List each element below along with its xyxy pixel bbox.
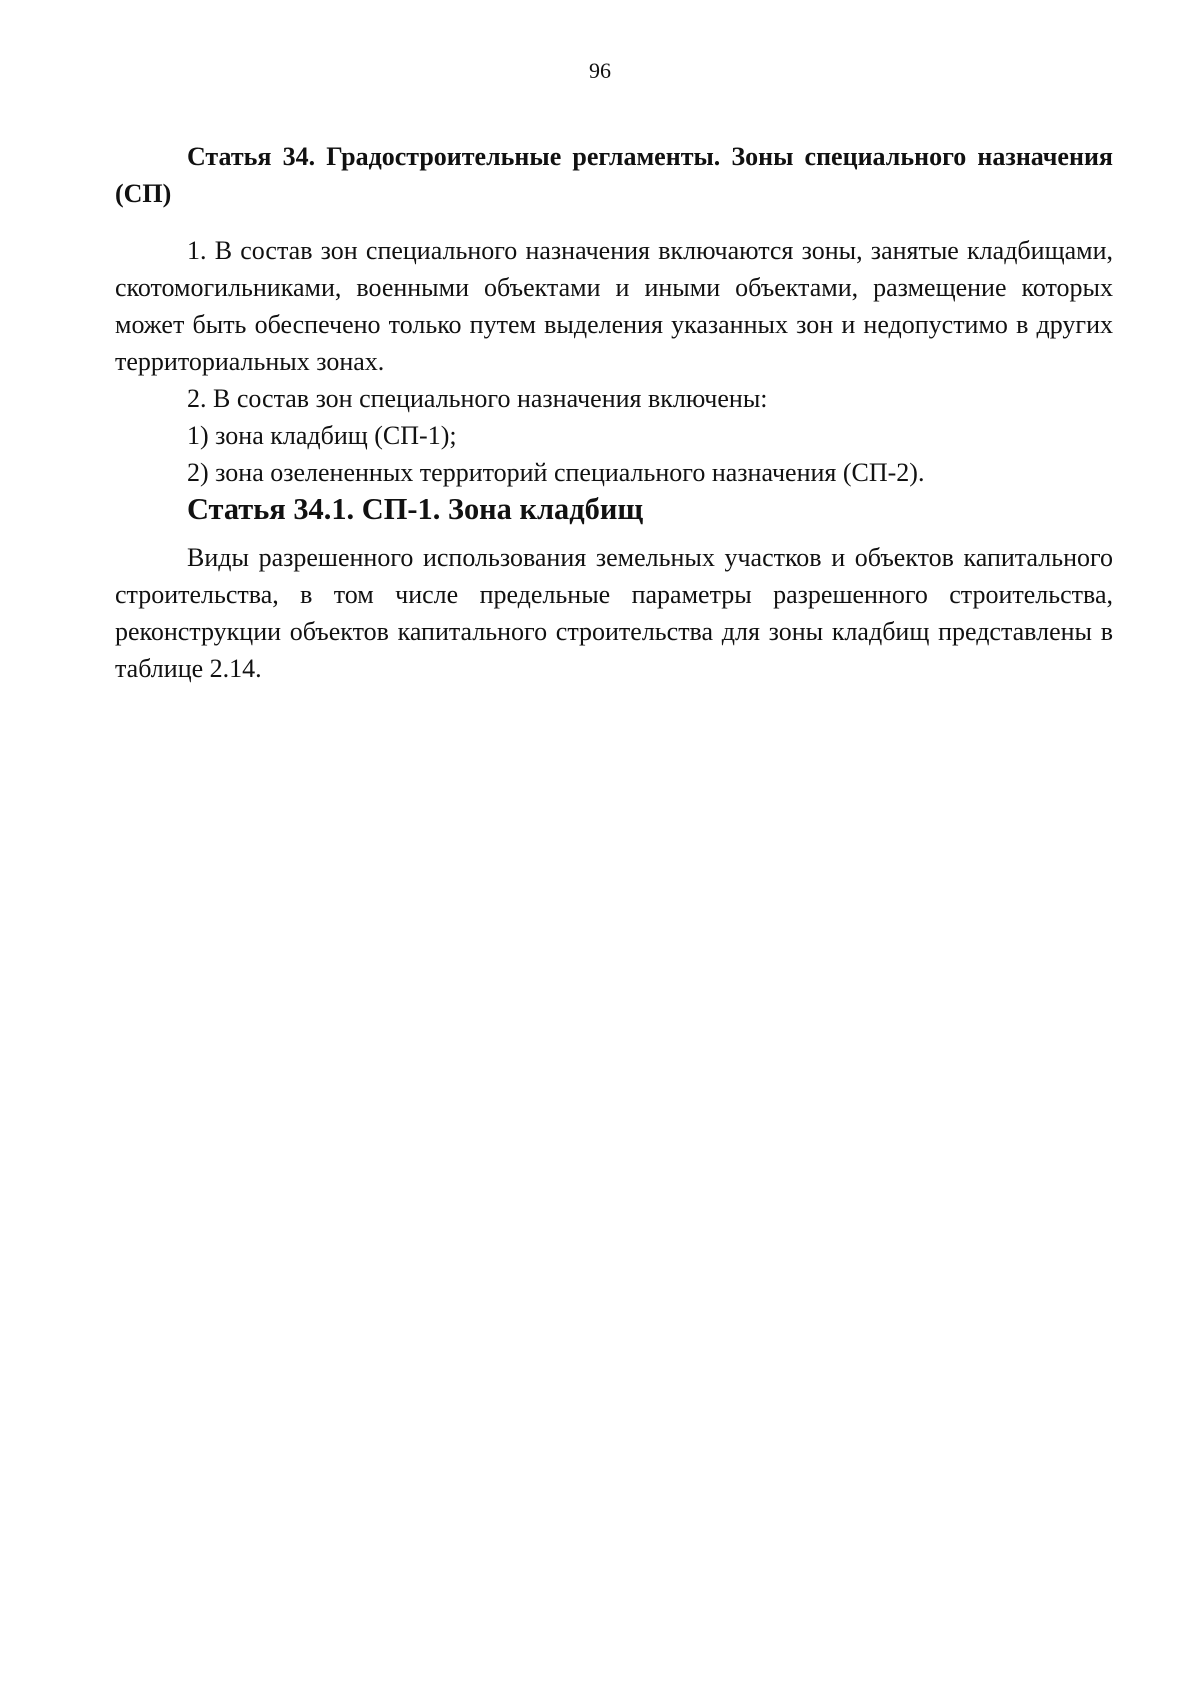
article-34-paragraph-1: 1. В состав зон специального назначения включаются зоны, занятые кладбищами, скотомогильниками, военными объектами и иными объектами, размещение которых может быть обеспечено только путем выделения указанных зон и недопустимо в других территориальных зонах. (115, 236, 1113, 376)
article-34-heading: Статья 34. Градостроительные регламенты. Зоны специального назначения (СП) (115, 142, 1113, 208)
article-34-1-paragraph: Виды разрешенного использования земельных участков и объектов капитального строительства, в том числе предельные параметры разрешенного строительства, реконструкции объектов капитального строительства для зоны кладбищ представлены в таблице 2.14. (115, 543, 1113, 683)
page-number: 96 (589, 58, 611, 83)
article-34-body (115, 232, 1113, 491)
page-content (115, 138, 1113, 687)
article-34-1-heading: Статья 34.1. СП-1. Зона кладбищ (187, 492, 644, 526)
article-34-paragraph-2: 2. В состав зон специального назначения включены: (187, 384, 768, 413)
article-34-list-item-1: 1) зона кладбищ (СП-1); (187, 421, 457, 450)
article-34-list-item-2: 2) зона озелененных территорий специального назначения (СП-2). (187, 458, 925, 487)
